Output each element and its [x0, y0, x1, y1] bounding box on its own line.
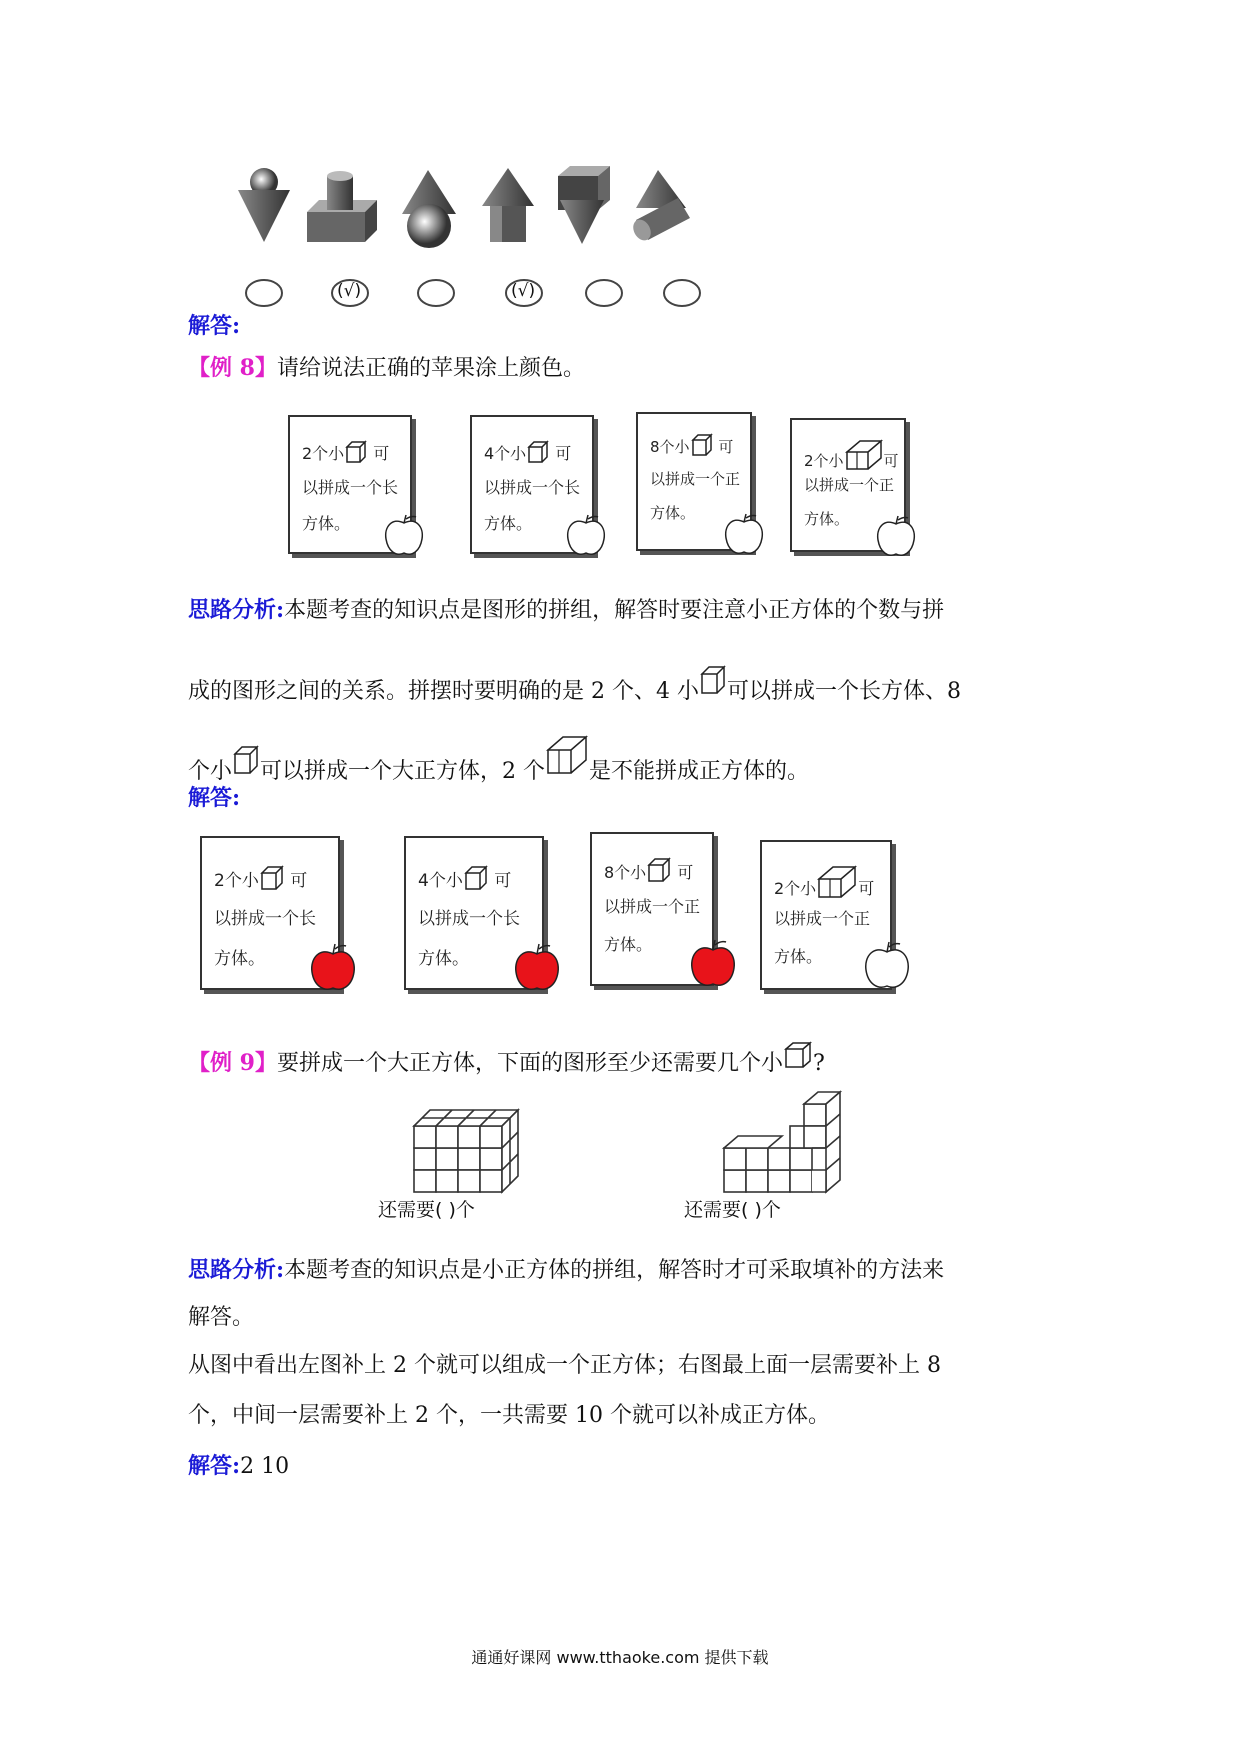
example9-tag: 【例 9】	[188, 1050, 277, 1076]
card-q1-line3: 方体。	[302, 514, 351, 533]
cylinder-box-shape	[307, 171, 377, 242]
cube-icon	[783, 1040, 813, 1070]
apple-icon	[564, 513, 608, 559]
cube-icon	[232, 744, 260, 776]
example8-question-text: 请给说法正确的苹果涂上颜色。	[276, 356, 585, 381]
card-q4	[790, 418, 906, 552]
card-a3-line2: 以拼成一个正	[604, 897, 701, 916]
apple-icon	[874, 514, 918, 560]
page-footer: 通通好课网 www.tthaoke.com 提供下载	[471, 1648, 769, 1667]
card-a3-line1a: 8个小	[604, 863, 647, 882]
card-a4-line1a: 2个小	[774, 879, 817, 898]
cube-icon	[463, 864, 489, 892]
example9-question-text: 要拼成一个大正方体，下面的图形至少还需要几个小	[276, 1051, 783, 1076]
shapes-row	[230, 160, 710, 280]
card-a4-line3: 方体。	[774, 947, 823, 966]
card-q4-line1a: 2个小	[804, 452, 844, 470]
card-q4-line1b: 可	[883, 452, 899, 470]
sphere-cone-shape	[238, 168, 290, 242]
example9-analysis-label: 思路分析:	[188, 1257, 285, 1283]
card-a1	[200, 836, 340, 990]
card-q3	[636, 412, 752, 551]
cube-icon	[690, 432, 714, 458]
card-a2	[404, 836, 544, 990]
card-a3-line1b: 可	[677, 863, 694, 882]
cube-icon	[259, 864, 285, 892]
example8-analysis-line2	[188, 664, 961, 706]
card-q3-line1b: 可	[718, 438, 734, 456]
card-a3	[590, 832, 714, 986]
card-a4-line2: 以拼成一个正	[774, 909, 871, 928]
cone-cylinder-shape	[482, 168, 534, 242]
cone-sphere-shape	[402, 170, 456, 248]
card-q2-line1b: 可	[555, 444, 572, 463]
cube-icon	[699, 664, 727, 696]
example9-analysis-line3: 从图中看出左图补上 2 个就可以组成一个正方体；右图最上面一层需要补上 8	[188, 1353, 941, 1378]
answer-label-1: 解答:	[188, 313, 241, 339]
cuboid-icon	[545, 734, 589, 776]
shape2-mark: (√)	[337, 281, 362, 301]
cube-icon	[344, 439, 368, 465]
example8-analysis-label: 思路分析:	[188, 597, 285, 623]
card-q4-line3: 方体。	[804, 510, 850, 528]
apple-uncolored-icon	[862, 940, 912, 992]
example8-question	[188, 354, 585, 383]
card-q2-line1a: 4个小	[484, 444, 527, 463]
card-q1-line1a: 2个小	[302, 444, 345, 463]
example8-analysis-text3b: 可以拼成一个大正方体，2 个	[260, 759, 546, 784]
example8-analysis-text3c: 是不能拼成正方体的。	[589, 759, 810, 784]
card-q4-line2: 以拼成一个正	[804, 476, 895, 494]
cube-cone-shape	[558, 166, 610, 244]
card-q2-line2: 以拼成一个长	[484, 478, 581, 497]
shape-answer-row	[240, 275, 710, 311]
card-a1-line3: 方体。	[214, 949, 265, 969]
card-a4-line1b: 可	[858, 879, 875, 898]
example9-analysis-text1: 本题考查的知识点是小正方体的拼组，解答时才可采取填补的方法来	[284, 1258, 945, 1283]
left-blank[interactable]: 还需要( )个	[378, 1199, 475, 1221]
answer-ovals	[240, 275, 710, 311]
cuboid-icon	[844, 438, 884, 472]
example9-answer	[188, 1452, 289, 1481]
apple-icon	[722, 512, 766, 558]
apple-colored-icon	[512, 942, 562, 994]
answer-label-2: 解答:	[188, 785, 241, 811]
example8-analysis-text1: 本题考查的知识点是图形的拼组，解答时要注意小正方体的个数与拼	[284, 598, 945, 623]
card-q2	[470, 415, 594, 554]
cube-stack-right	[720, 1086, 860, 1196]
example8-tag: 【例 8】	[188, 355, 277, 381]
card-a2-line3: 方体。	[418, 949, 469, 969]
card-a1-line1a: 2个小	[214, 871, 259, 891]
shape4-mark: (√)	[511, 281, 536, 301]
card-a2-line1a: 4个小	[418, 871, 463, 891]
card-q1-line1b: 可	[373, 444, 390, 463]
example9-analysis-line4: 个，中间一层需要补上 2 个，一共需要 10 个就可以补成正方体。	[188, 1403, 830, 1428]
example9-answer-value: 2 10	[240, 1454, 290, 1479]
card-a1-line1b: 可	[290, 871, 308, 891]
card-q1	[288, 415, 412, 554]
example8-analysis-text3a: 个小	[188, 759, 233, 784]
answer-label-3: 解答:	[188, 1453, 241, 1479]
apple-icon	[382, 513, 426, 559]
example8-analysis-line1	[188, 596, 944, 625]
cuboid-icon	[816, 864, 858, 900]
apple-colored-icon	[688, 938, 738, 990]
example9-analysis-line1	[188, 1256, 944, 1285]
card-a1-line2: 以拼成一个长	[214, 909, 316, 929]
card-q3-line2: 以拼成一个正	[650, 470, 741, 488]
card-a3-line3: 方体。	[604, 935, 653, 954]
example9-analysis-line2: 解答。	[188, 1305, 255, 1330]
card-a2-line2: 以拼成一个长	[418, 909, 520, 929]
example8-analysis-line3	[188, 734, 809, 786]
cube-stack-left	[410, 1096, 530, 1196]
card-a4	[760, 840, 892, 990]
card-q3-line3: 方体。	[650, 504, 696, 522]
card-q3-line1a: 8个小	[650, 438, 690, 456]
cube-icon	[526, 439, 550, 465]
apple-colored-icon	[308, 942, 358, 994]
example9-question-end: ?	[812, 1051, 825, 1076]
card-q2-line3: 方体。	[484, 514, 533, 533]
card-q1-line2: 以拼成一个长	[302, 478, 399, 497]
cone-lying-cylinder-shape	[630, 170, 690, 243]
example8-analysis-text2a: 成的图形之间的关系。拼摆时要明确的是 2 个、4 小	[188, 679, 699, 704]
card-a2-line1b: 可	[494, 871, 512, 891]
right-blank[interactable]: 还需要( )个	[684, 1199, 781, 1221]
example9-question	[188, 1040, 825, 1078]
cube-icon	[646, 856, 672, 884]
example8-analysis-text2b: 可以拼成一个长方体、8	[726, 679, 961, 704]
